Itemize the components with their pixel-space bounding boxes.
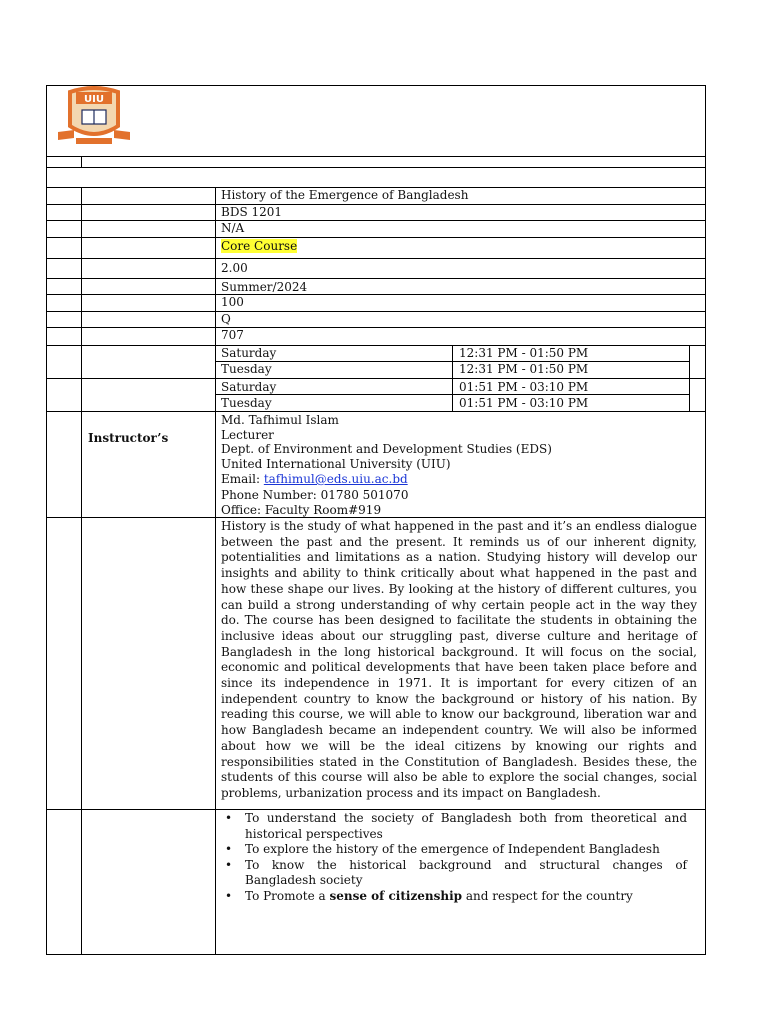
uiu-logo [54,86,134,152]
schedule-day: Tuesday [221,362,272,376]
instructor-label: Instructor’s [88,431,169,445]
objective-emphasis: sense of citizenship [329,888,463,903]
instructor-phone: Phone Number: 01780 501070 [221,488,409,502]
list-item: • To understand the society of Bangladesh both from theoretical and historical perspectives [221,811,687,842]
course-prerequisite: N/A [221,221,245,235]
instructor-office: Office: Faculty Room#919 [221,503,382,517]
schedule-time: 01:51 PM - 03:10 PM [459,380,589,394]
instructor-university: United International University (UIU) [221,457,451,471]
email-label: Email: [221,472,264,486]
objectives-list [221,811,687,904]
email-link[interactable]: tafhimul@eds.uiu.ac.bd [263,472,408,486]
course-type [221,239,297,254]
instructor-name: Md. Tafhimul Islam [221,413,339,427]
course-type-highlight: Core Course [221,239,298,253]
instructor-designation: Lecturer [221,428,274,442]
course-credit: 2.00 [221,261,248,275]
instructor-department: Dept. of Environment and Development Studies (EDS) [221,442,552,456]
instructor-email-line [221,472,408,487]
list-item: • To know the historical background and structural changes of Bangladesh society [221,858,687,889]
list-item [221,889,687,905]
course-code: BDS 1201 [221,205,283,219]
list-item: • To explore the history of the emergence of Independent Bangladesh [221,842,687,858]
course-section: Q [221,312,231,326]
course-title: History of the Emergence of Bangladesh [221,188,469,202]
objective-text: and respect for the country [462,888,633,903]
logo-abbrev: UIU [84,94,104,105]
schedule-time: 01:51 PM - 03:10 PM [459,396,589,410]
schedule-day: Saturday [221,380,277,394]
course-room: 707 [221,328,244,342]
schedule-time: 12:31 PM - 01:50 PM [459,362,589,376]
course-trimester: Summer/2024 [221,280,308,294]
schedule-day: Tuesday [221,396,272,410]
schedule-time: 12:31 PM - 01:50 PM [459,346,589,360]
course-description: History is the study of what happened in the past and it’s an endless dialogue between the past and the present. It reminds us of our inherent dignity, potentialities and limitations as a nation. Studying history will develop our insights and ability to think critically about what happened in the past and how these shape our lives. By looking at the history of different cultures, you can build a strong understanding of why certain people act in the way they do. The course has been designed to facilitate the students in obtaining the inclusive ideas about our struggling past, diverse culture and heritage of Bangladesh in the long historical background. It will focus on the social, economic and political developments that have been taken place before and since its independence in 1971. It is important for every citizen of an independent country to know the background or history of his nation. By reading this course, we will able to know our background, liberation war and how Bangladesh became an independent country. We will also be informed about how we will be the ideal citizens by knowing our rights and responsibilities stated in the Constitution of Bangladesh. Besides these, the students of this course will also be able to explore the social changes, social problems, urbanization process and its impact on Bangladesh. [221,519,697,800]
schedule-day: Saturday [221,346,277,360]
course-marks: 100 [221,295,244,309]
objective-text: To Promote a [245,888,330,903]
